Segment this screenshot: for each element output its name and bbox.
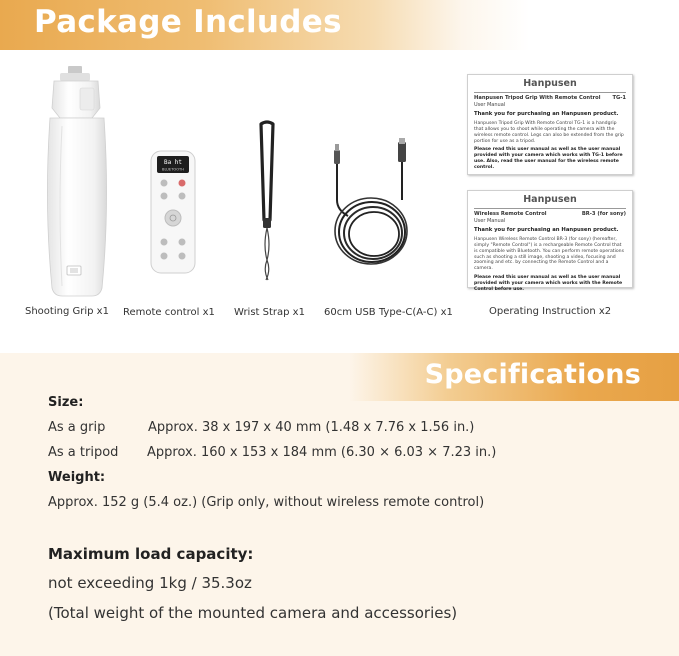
- shooting-grip-image: [40, 66, 114, 298]
- tripod-size-value: Approx. 160 x 153 x 184 mm (6.30 × 6.03 × 7.23 in.): [147, 445, 497, 460]
- package-includes-title: Package Includes: [34, 4, 342, 40]
- manual-body: Hanpusen Tripod Grip With Remote Control TG-1 is a handgrip that allows you to shoot while operating the camera with the wireless remote control. Legs can also be extended from the grip portion for use as a tripod.: [474, 120, 624, 144]
- remote-control-image: [150, 150, 196, 274]
- manual-note: Please read this user manual as well as the user manual provided with your camera which works with TG-1 before use. Also, read the user manual for the wireless remote control.: [474, 147, 623, 171]
- max-load-value: not exceeding 1kg / 35.3oz: [48, 574, 252, 592]
- tripod-size-label: As a tripod: [48, 445, 119, 460]
- item-label-shooting-grip: Shooting Grip x1: [25, 306, 109, 317]
- item-label-usb-cable: 60cm USB Type-C(A-C) x1: [324, 307, 453, 318]
- manual-subtitle: User Manual: [474, 101, 506, 108]
- package-includes-banner: [0, 0, 679, 50]
- manual-brand: Hanpusen: [474, 78, 626, 93]
- manual-subtitle: User Manual: [474, 217, 506, 224]
- max-load-heading: Maximum load capacity:: [48, 545, 254, 563]
- manual-model: BR-3 (for sony): [581, 211, 626, 218]
- item-label-operating-instruction: Operating Instruction x2: [489, 306, 612, 317]
- manual-brand: Hanpusen: [474, 194, 626, 209]
- manual-body: Hanpusen Wireless Remote Control BR-3 (for sony) (hereafter, simply "Remote Control") is a rechargeable Remote Control that is compatible with Bluetooth. You can perform remote operations such as shooting a still image, shooting a video, focusing and zooming and etc. by connecting the Remote Control and a camera.: [474, 236, 624, 272]
- manual-remote-control: [467, 190, 633, 292]
- max-load-note: (Total weight of the mounted camera and accessories): [48, 604, 458, 622]
- specifications-section: [0, 353, 679, 656]
- grip-size-value: Approx. 38 x 197 x 40 mm (1.48 x 7.76 x 1.56 in.): [148, 420, 475, 435]
- manual-model: TG-1: [612, 95, 626, 102]
- manual-note: Please read this user manual as well as the user manual provided with your camera which works with the Remote Control before use.: [474, 275, 623, 292]
- remote-screen-text-top: Ba ht: [163, 159, 183, 166]
- manual-thanks: Thank you for purchasing an Hanpusen product.: [474, 227, 619, 234]
- specifications-title: Specifications: [424, 359, 641, 390]
- weight-heading: Weight:: [48, 470, 106, 485]
- manual-thanks: Thank you for purchasing an Hanpusen product.: [474, 111, 619, 118]
- usb-cable-image: [328, 140, 414, 270]
- item-label-remote-control: Remote control x1: [123, 307, 215, 318]
- grip-size-label: As a grip: [48, 420, 106, 435]
- remote-screen-text-bottom: BLUETOOTH: [162, 167, 184, 172]
- item-label-wrist-strap: Wrist Strap x1: [234, 307, 305, 318]
- weight-value: Approx. 152 g (5.4 oz.) (Grip only, without wireless remote control): [48, 495, 485, 510]
- manual-tripod-grip: [467, 74, 633, 175]
- specifications-banner: [349, 353, 679, 401]
- manual-product-name: Wireless Remote Control: [474, 211, 547, 218]
- manual-product-name: Hanpusen Tripod Grip With Remote Control: [474, 95, 601, 102]
- wrist-strap-image: [252, 120, 282, 288]
- size-heading: Size:: [48, 395, 84, 410]
